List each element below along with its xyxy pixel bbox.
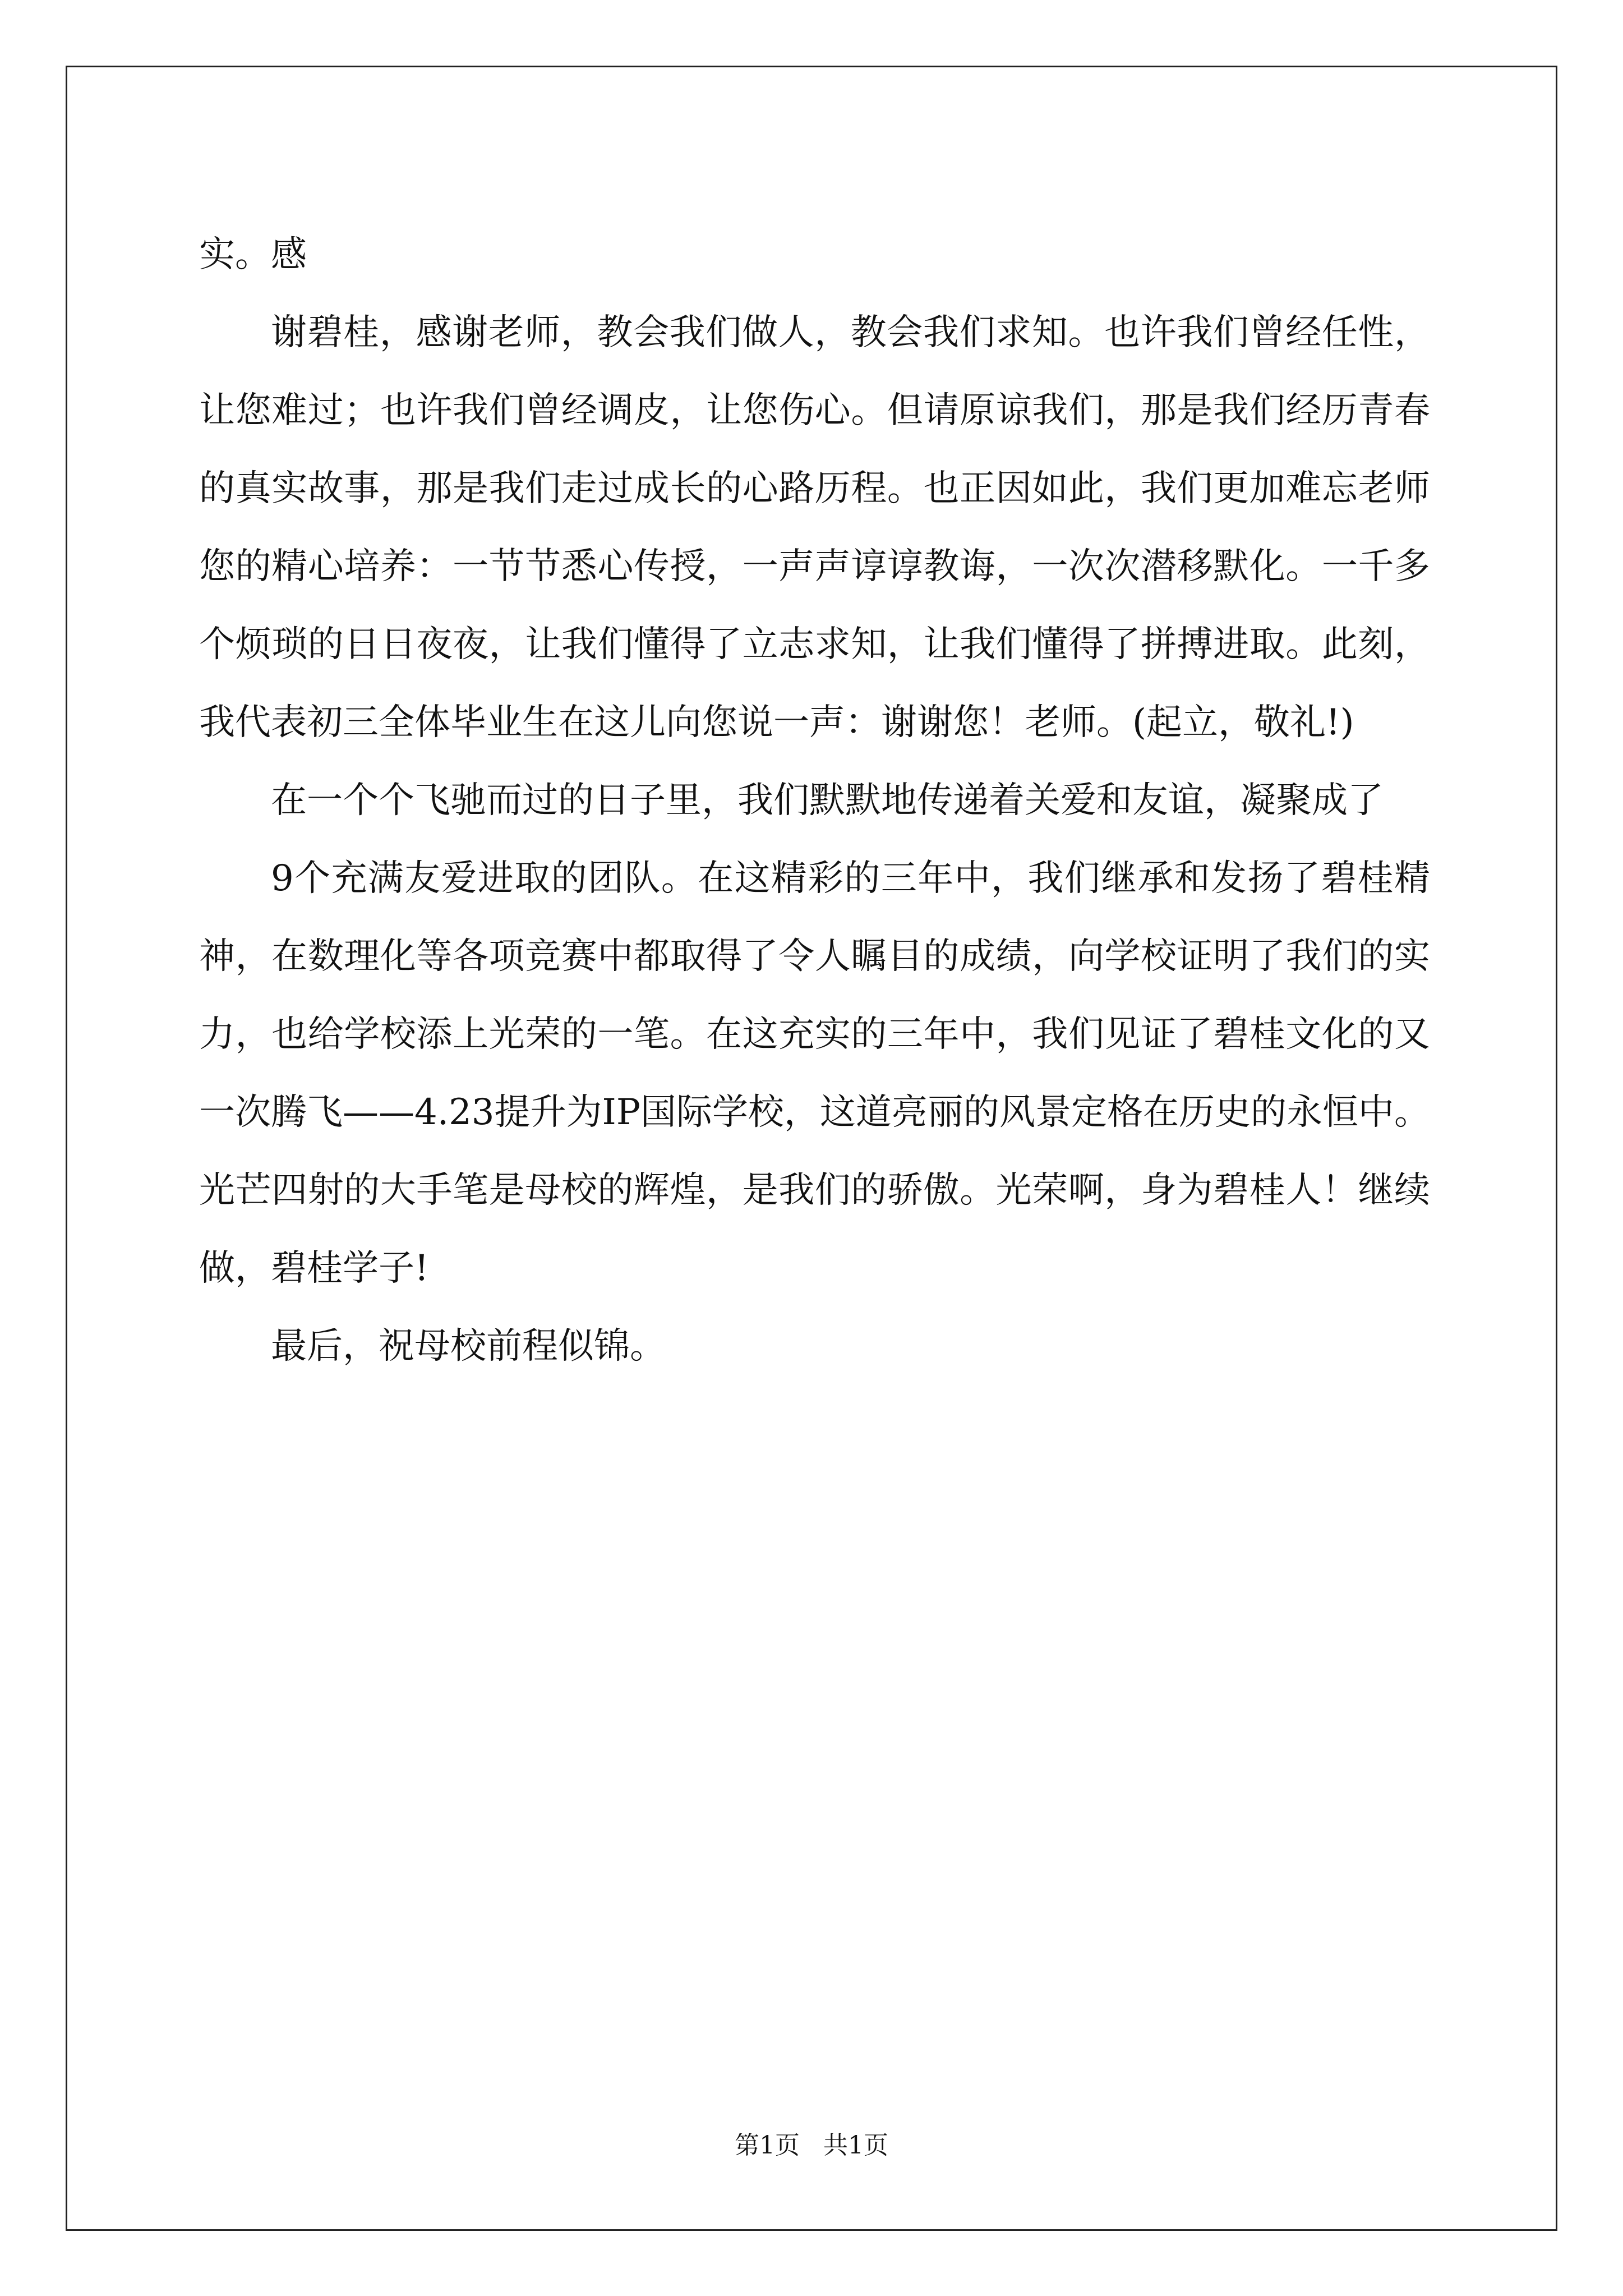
paragraph-2: 谢碧桂，感谢老师，教会我们做人，教会我们求知。也许我们曾经任性，让您难过；也许我们曾经调皮，让您伤心。但请原谅我们，那是我们经历青春的真实故事，那是我们走过成长的心路历程。也正因如此，我们更加难忘老师您的精心培养：一节节悉心传授，一声声谆谆教诲，一次次潜移默化。一千多个烦琐的日日夜夜，让我们懂得了立志求知，让我们懂得了拼搏进取。此刻，我代表初三全体毕业生在这儿向您说一声：谢谢您！老师。(起立，敬礼!) (199, 312, 1430, 743)
paragraph-3: 在一个个飞驰而过的日子里，我们默默地传递着关爱和友谊，凝聚成了 (271, 780, 1384, 821)
paragraph-4: 9个充满友爱进取的团队。在这精彩的三年中，我们继承和发扬了碧桂精神，在数理化等各项竞赛中都取得了令人瞩目的成绩，向学校证明了我们的实力，也给学校添上光荣的一笔。在这充实的三年中，我们见证了碧桂文化的又一次腾飞——4.23提升为IP国际学校，这道亮丽的风景定格在历史的永恒中。光芒四射的大手笔是母校的辉煌，是我们的骄傲。光荣啊，身为碧桂人！继续做，碧桂学子! (199, 858, 1430, 1289)
page-number-footer: 第1页 共1页 (735, 2131, 888, 2160)
paragraph-5: 最后，祝母校前程似锦。 (271, 1326, 666, 1367)
document-body (199, 216, 1430, 1386)
paragraph-1: 实。感 (199, 234, 307, 275)
